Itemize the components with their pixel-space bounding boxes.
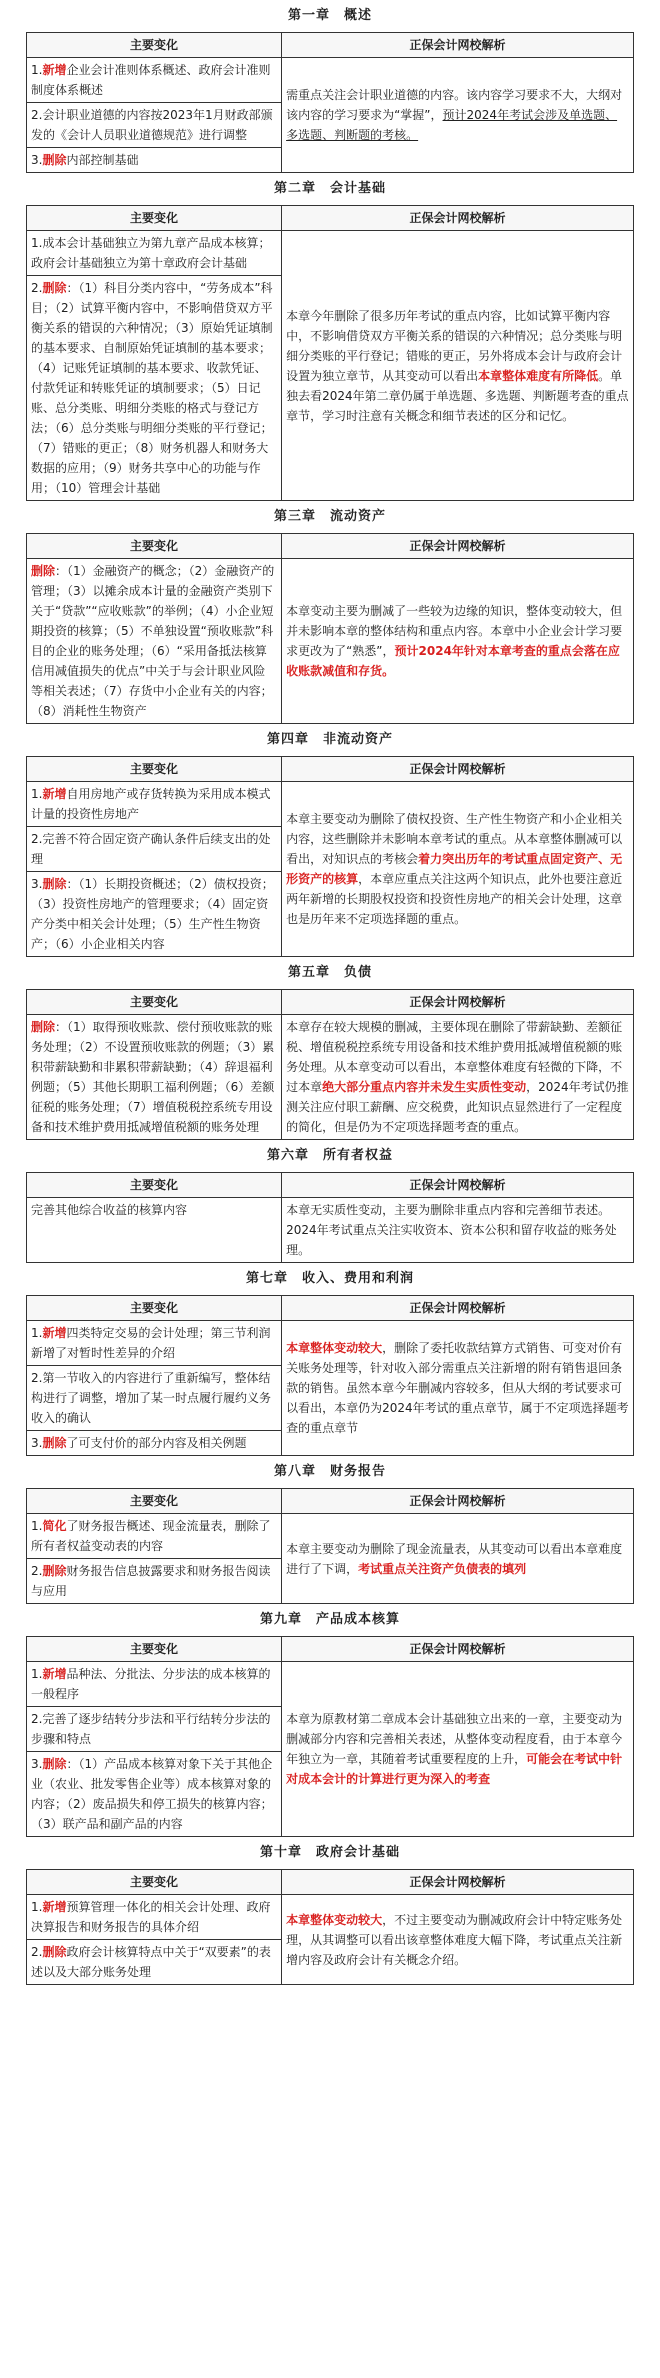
change-text: 完善其他综合收益的核算内容 <box>31 1203 188 1217</box>
change-item <box>27 1198 281 1222</box>
change-item <box>27 1514 281 1559</box>
change-text: 内部控制基础 <box>66 153 139 167</box>
header-analysis: 正保会计网校解析 <box>282 757 634 782</box>
change-keyword: 删除 <box>42 1945 67 1959</box>
analysis-text: 本章无实质性变动，主要为删除非重点内容和完善细节表述。2024年考试重点关注实收资本、资本公积和留存收益的账务处理。 <box>286 1203 617 1257</box>
analysis-cell <box>282 1662 634 1837</box>
chapter-table <box>26 32 634 173</box>
chapter-title: 第七章 收入、费用和利润 <box>245 1271 414 1286</box>
analysis-cell <box>282 782 634 957</box>
analysis-highlight: 可能会在考试中针对成本会计的计算进行更为深入的考查 <box>286 1752 623 1786</box>
analysis-text: 本章今年删除了很多历年考试的重点内容，比如试算平衡内容中，不影响借贷双方平衡关系的错误的六种情况；总分类账与明细分类账的平行登记；错账的更正，另外将成本会计与政府会计设置为独立章节，从其变动可以看出 <box>286 308 623 383</box>
changes-cell <box>27 1198 282 1263</box>
change-number: 2. <box>31 1945 43 1959</box>
chapter-table <box>26 1488 634 1604</box>
analysis-highlight: 考试重点关注资产负债表的填列 <box>358 1561 527 1576</box>
chapter-table <box>26 1869 634 1985</box>
change-item <box>27 276 281 500</box>
change-text: ：（1）产品成本核算对象下关于其他企业（农业、批发零售企业等）成本核算对象的内容；（2）废品损失和停工损失的核算内容；（3）联产品和副产品的内容 <box>31 1757 273 1831</box>
analysis-cell <box>282 1015 634 1140</box>
analysis-text-tail: 。单独去看2024年第二章仍属于单选题、多选题、判断题考查的重点章节，学习时注意有关概念和细节表述的区分和记忆。 <box>286 368 629 423</box>
header-main-changes: 主要变化 <box>27 1296 282 1321</box>
chapter-title: 第一章 概述 <box>287 8 372 23</box>
change-keyword: 删除 <box>42 877 67 891</box>
change-item <box>27 1321 281 1366</box>
chapter-table <box>26 1295 634 1456</box>
header-analysis: 正保会计网校解析 <box>282 1489 634 1514</box>
chapter-table <box>26 756 634 957</box>
analysis-highlight: 预计2024年针对本章考查的重点会落在应收账款减值和存货。 <box>286 644 620 678</box>
analysis-cell <box>282 1321 634 1456</box>
change-keyword: 新增 <box>42 1900 67 1914</box>
chapter-title: 第六章 所有者权益 <box>266 1148 393 1163</box>
change-item <box>27 1752 281 1836</box>
change-text: ：（1）取得预收账款、偿付预收账款的账务处理；（2）不设置预收账款的例题；（3）累积带薪缺勤和非累积带薪缺勤；（4）辞退福利例题；（5）其他长期职工福利例题；（6）差额征税的账务处理；（7）增值税税控系统专用设备和技术维护费用抵减增值税额的账务处理 <box>31 1020 275 1134</box>
header-analysis: 正保会计网校解析 <box>282 534 634 559</box>
change-text: 预算管理一体化的相关会计处理、政府决算报告和财务报告的具体介绍 <box>31 1900 271 1934</box>
change-number: 1. <box>31 63 43 77</box>
change-text: 完善不符合固定资产确认条件后续支出的处理 <box>31 832 271 866</box>
change-keyword: 新增 <box>42 1326 67 1340</box>
header-main-changes: 主要变化 <box>27 33 282 58</box>
chapter-table <box>26 1172 634 1263</box>
change-number: 2. <box>31 832 43 846</box>
changes-cell <box>27 1015 282 1140</box>
header-main-changes: 主要变化 <box>27 1637 282 1662</box>
header-analysis: 正保会计网校解析 <box>282 1173 634 1198</box>
analysis-text-tail: 预计2024年考试会涉及单选题、多选题、判断题的考核。 <box>286 108 618 142</box>
header-analysis: 正保会计网校解析 <box>282 1296 634 1321</box>
change-item <box>27 231 281 276</box>
analysis-highlight: 本章整体变动较大 <box>286 1341 383 1355</box>
analysis-text: 本章存在较大规模的删减，主要体现在删除了带薪缺勤、差额征税、增值税税控系统专用设备和技术维护费用抵减增值税额的账务处理。从本章变动可以看出，本章整体难度有轻微的下降，不过本章 <box>286 1020 623 1094</box>
change-text: 品种法、分批法、分步法的成本核算的一般程序 <box>31 1667 271 1701</box>
changes-cell <box>27 782 282 957</box>
analysis-highlight: 本章整体变动较大 <box>286 1912 383 1927</box>
change-number: 1. <box>31 1900 43 1914</box>
analysis-cell <box>282 559 634 724</box>
change-item <box>27 1431 281 1455</box>
analysis-cell <box>282 1514 634 1604</box>
change-number: 3. <box>31 877 43 891</box>
change-keyword: 删除 <box>31 1020 56 1034</box>
header-analysis: 正保会计网校解析 <box>282 990 634 1015</box>
analysis-cell <box>282 58 634 173</box>
change-text: 第一节收入的内容进行了重新编写，整体结构进行了调整，增加了某一时点履行履约义务收入的确认 <box>31 1371 272 1425</box>
change-text: 政府会计核算特点中关于“双要素”的表述以及大部分账务处理 <box>31 1945 271 1979</box>
analysis-cell <box>282 1198 634 1263</box>
change-number: 2. <box>31 108 43 122</box>
analysis-text: 本章主要变动为删除了债权投资、生产性生物资产和小企业相关内容，这些删除并未影响本章考试的重点。从本章整体删减可以看出，对知识点的考核会 <box>286 812 623 866</box>
analysis-text-tail: ，删除了委托收款结算方式销售、可变对价有关账务处理等，针对收入部分需重点关注新增的附有销售退回条款的销售。虽然本章今年删减内容较多，但从大纲的考试要求可以看出，本章仍为2024年考试的重点章节，属于不定项选择题考查的重点章节 <box>286 1341 629 1435</box>
header-main-changes: 主要变化 <box>27 1870 282 1895</box>
change-keyword: 简化 <box>42 1519 67 1533</box>
header-analysis: 正保会计网校解析 <box>282 1870 634 1895</box>
chapter-title: 第三章 流动资产 <box>273 509 386 524</box>
header-main-changes: 主要变化 <box>27 757 282 782</box>
changes-cell <box>27 1662 282 1837</box>
change-text: ：（1）科目分类内容中，“劳务成本”科目；（2）试算平衡内容中，不影响借贷双方平衡关系的错误的六种情况；（3）原始凭证填制的基本要求、自制原始凭证填制的基本要求；（4）记账凭证填制的基本要求、收款凭证、付款凭证和转账凭证的填制要求；（5）日记账、总分类账、明细分类账的格式与登记方法；（6）总分类账与明细分类账的平行登记；（7）错账的更正；（8）财务机器人和财务大数据的应用；（9）财务共享中心的功能与作用；（10）管理会计基础 <box>31 281 273 495</box>
change-text: 自用房地产或存货转换为采用成本模式计量的投资性房地产 <box>31 787 271 821</box>
change-number: 2. <box>31 281 43 295</box>
change-text: 了可支付价的部分内容及相关例题 <box>66 1436 247 1450</box>
changes-cell <box>27 1321 282 1456</box>
change-item <box>27 872 281 956</box>
analysis-text-tail: ，2024年考试仍推测关注应付职工薪酬、应交税费，此知识点显然进行了一定程度的简化，但是仍为不定项选择题考查的重点。 <box>286 1080 629 1134</box>
header-analysis: 正保会计网校解析 <box>282 33 634 58</box>
change-keyword: 新增 <box>42 787 67 801</box>
change-item <box>27 1662 281 1707</box>
analysis-cell <box>282 231 634 501</box>
analysis-highlight: 本章整体难度有所降低 <box>478 368 599 383</box>
changes-cell <box>27 58 282 173</box>
changes-cell <box>27 1514 282 1604</box>
header-analysis: 正保会计网校解析 <box>282 1637 634 1662</box>
change-keyword: 删除 <box>31 564 56 578</box>
chapter-title: 第二章 会计基础 <box>273 181 386 196</box>
chapter-table <box>26 533 634 724</box>
change-text: 会计职业道德的内容按2023年1月财政部颁发的《会计人员职业道德规范》进行调整 <box>31 108 273 142</box>
analysis-cell <box>282 1895 634 1985</box>
change-text: ：（1）长期投资概述；（2）债权投资；（3）投资性房地产的管理要求；（4）固定资产分类中相关会计处理；（5）生产性生物资产；（6）小企业相关内容 <box>31 877 274 951</box>
document <box>0 6 660 1985</box>
change-item <box>27 827 281 872</box>
analysis-highlight: 着力突出历年的考试重点固定资产、无形资产的核算 <box>286 852 623 886</box>
change-keyword: 删除 <box>42 1757 67 1771</box>
analysis-text: 本章为原教材第二章成本会计基础独立出来的一章，主要变动为删减部分内容和完善相关表述，从整体变动程度看，由于本章今年独立为一章，其随着考试重要程度的上升， <box>286 1712 623 1766</box>
chapter-table <box>26 1636 634 1837</box>
change-text: 企业会计准则体系概述、政府会计准则制度体系概述 <box>31 63 271 97</box>
analysis-text: 本章变动主要为删减了一些较为边缘的知识，整体变动较大，但并未影响本章的整体结构和重点内容。本章中小企业会计学习要求更改为了“熟悉”， <box>286 604 623 658</box>
change-number: 1. <box>31 236 43 250</box>
chapter-title: 第四章 非流动资产 <box>266 732 393 747</box>
change-text: 了财务报告概述、现金流量表，删除了所有者权益变动表的内容 <box>31 1519 271 1553</box>
change-text: 四类特定交易的会计处理；第三节利润新增了对暂时性差异的介绍 <box>31 1326 271 1360</box>
change-number: 3. <box>31 153 43 167</box>
change-keyword: 删除 <box>42 1436 67 1450</box>
change-item <box>27 148 281 172</box>
change-item <box>27 1015 281 1139</box>
change-keyword: 删除 <box>42 281 67 295</box>
change-number: 3. <box>31 1436 43 1450</box>
change-number: 1. <box>31 1667 43 1681</box>
chapter-title: 第十章 政府会计基础 <box>259 1845 400 1860</box>
changes-cell <box>27 231 282 501</box>
changes-cell <box>27 1895 282 1985</box>
change-number: 3. <box>31 1757 43 1771</box>
change-number: 2. <box>31 1371 43 1385</box>
changes-cell <box>27 559 282 724</box>
change-item <box>27 1366 281 1431</box>
change-item <box>27 782 281 827</box>
header-main-changes: 主要变化 <box>27 1173 282 1198</box>
change-item <box>27 58 281 103</box>
analysis-text: 本章主要变动为删除了现金流量表，从其变动可以看出本章难度进行了下调， <box>286 1541 623 1576</box>
analysis-text-tail: ，本章应重点关注这两个知识点，此外也要注意近两年新增的长期股权投资和投资性房地产的相关会计处理，这章也是历年来不定项选择题的重点。 <box>286 872 623 926</box>
change-text: ：（1）金融资产的概念；（2）金融资产的管理；（3）以摊余成本计量的金融资产类别下关于“贷款”“应收账款”的举例；（4）小企业短期投资的核算；（5）不单独设置“预收账款”科目的企业的账务处理；（6）“采用备抵法核算信用减值损失的优点”中关于与会计职业风险等相关表述；（7）存货中小企业有关的内容；（8）消耗性生物资产 <box>31 564 275 718</box>
change-item <box>27 1895 281 1940</box>
header-main-changes: 主要变化 <box>27 534 282 559</box>
change-item <box>27 1559 281 1603</box>
header-main-changes: 主要变化 <box>27 1489 282 1514</box>
change-number: 1. <box>31 1519 43 1533</box>
analysis-text-tail: ，不过主要变动为删减政府会计中特定账务处理，从其调整可以看出该章整体难度大幅下降，考试重点关注新增内容及政府会计有关概念介绍。 <box>286 1912 623 1967</box>
chapter-table <box>26 205 634 501</box>
header-main-changes: 主要变化 <box>27 206 282 231</box>
change-text: 完善了逐步结转分步法和平行结转分步法的步骤和特点 <box>31 1712 271 1746</box>
change-item <box>27 103 281 148</box>
header-analysis: 正保会计网校解析 <box>282 206 634 231</box>
change-keyword: 新增 <box>42 1667 67 1681</box>
chapter-title: 第八章 财务报告 <box>273 1464 386 1479</box>
change-keyword: 删除 <box>42 1564 67 1578</box>
header-main-changes: 主要变化 <box>27 990 282 1015</box>
change-item <box>27 559 281 723</box>
change-keyword: 删除 <box>42 153 67 167</box>
chapter-title: 第五章 负债 <box>287 965 372 980</box>
change-number: 1. <box>31 787 43 801</box>
change-keyword: 新增 <box>42 63 67 77</box>
chapter-table <box>26 989 634 1140</box>
analysis-highlight: 绝大部分重点内容并未发生实质性变动 <box>322 1080 527 1094</box>
change-item <box>27 1707 281 1752</box>
change-item <box>27 1940 281 1984</box>
change-number: 2. <box>31 1712 43 1726</box>
change-text: 成本会计基础独立为第九章产品成本核算；政府会计基础独立为第十章政府会计基础 <box>31 236 271 270</box>
chapter-title: 第九章 产品成本核算 <box>259 1612 400 1627</box>
change-text: 财务报告信息披露要求和财务报告阅读与应用 <box>31 1564 271 1598</box>
change-number: 2. <box>31 1564 43 1578</box>
analysis-text: 需重点关注会计职业道德的内容。该内容学习要求不大，大纲对该内容的学习要求为“掌握”， <box>286 88 623 122</box>
change-number: 1. <box>31 1326 43 1340</box>
